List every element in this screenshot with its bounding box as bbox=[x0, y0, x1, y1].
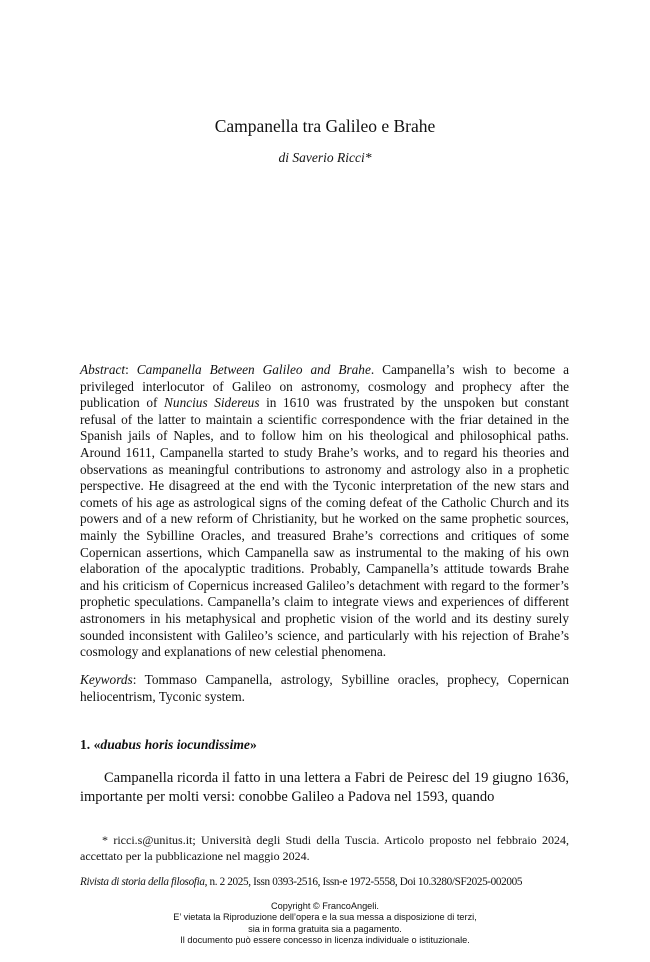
abstract-colon: : bbox=[125, 362, 137, 377]
section-number: 1. « bbox=[80, 737, 101, 752]
journal-name: Rivista di storia della filosofia bbox=[80, 876, 205, 888]
copyright-line-4: Il documento può essere concesso in licenza individuale o istituzionale. bbox=[180, 934, 470, 945]
section-title: duabus horis iocundissime bbox=[100, 737, 250, 752]
article-author: di Saverio Ricci* bbox=[278, 150, 372, 165]
abstract-text-2: in 1610 was frustrated by the unspoken but constant refusal of the latter to maintain a scientific correspondence with the friar detained in the Spanish jails of Naples, and to follow him on his theological and philosophical paths. Around 1611, Campanella started to study Brahe’s works, and to regard his theories and observations as meaningful contributions to astronomy and astrology also in a prophetic perspective. He disagreed at the end with the Tyconic interpretation of the new stars and comets of his age as astrological signs of the coming defeat of the Catholic Church and its powers and of a new reform of Christianity, but he worked on the same prophetic sources, mainly the Sybilline Oracles, and treasured Brahe’s corrections and critiques of some Copernican assertions, which Campanella saw as instrumental to the making of his own elaboration of the apocalyptic traditions. Probably, Campanella’s attitude towards Brahe and his criticism of Copernicus increased Galileo’s detachment with regard to the former’s prophetic speculations. Campanella’s claim to integrate views and experiences of different astronomers in his metaphysical and prophetic vision of the world and its destiny surely sounded inconsistent with Galileo’s science, and particularly with his rejection of Brahe’s cosmology and explanations of new celestial phenomena. bbox=[80, 395, 569, 660]
keywords-label: Keywords bbox=[80, 672, 133, 687]
footnote: * ricci.s@unitus.it; Università degli Studi della Tuscia. Articolo proposto nel febbraio 2024, accettato per la pubblicazione nel maggio 2024. bbox=[80, 833, 569, 863]
copyright-line-3: sia in forma gratuita sia a pagamento. bbox=[248, 923, 402, 934]
body-paragraph: Campanella ricorda il fatto in una lettera a Fabri de Peiresc del 19 giugno 1636, importante per molti versi: conobbe Galileo a Padova nel 1593, quando bbox=[80, 770, 569, 805]
copyright-notice bbox=[0, 901, 650, 946]
journal-details: , n. 2 2025, Issn 0393-2516, Issn-e 1972-5558, Doi 10.3280/SF2025-002005 bbox=[204, 876, 523, 888]
copyright-line-2: E’ vietata la Riproduzione dell’opera e la sua messa a disposizione di terzi, bbox=[173, 912, 477, 923]
article-title: Campanella tra Galileo e Brahe bbox=[214, 116, 436, 136]
section-close: » bbox=[249, 737, 257, 752]
keywords-text: : Tommaso Campanella, astrology, Sybilline oracles, prophecy, Copernican heliocentrism, Tyconic system. bbox=[80, 672, 569, 704]
copyright-line-1: Copyright © FrancoAngeli. bbox=[271, 901, 379, 911]
abstract-work-title: Nuncius Sidereus bbox=[164, 395, 260, 411]
section-heading bbox=[80, 737, 257, 753]
abstract-text-1: . Campanella’s wish to become a privileged interlocutor of Galileo on astronomy, cosmology and prophecy after the publication of bbox=[80, 362, 569, 411]
journal-citation bbox=[80, 876, 580, 888]
keywords bbox=[80, 672, 569, 705]
abstract-label: Abstract bbox=[80, 362, 126, 377]
abstract-title: Campanella Between Galileo and Brahe bbox=[136, 362, 371, 377]
abstract bbox=[80, 362, 569, 661]
